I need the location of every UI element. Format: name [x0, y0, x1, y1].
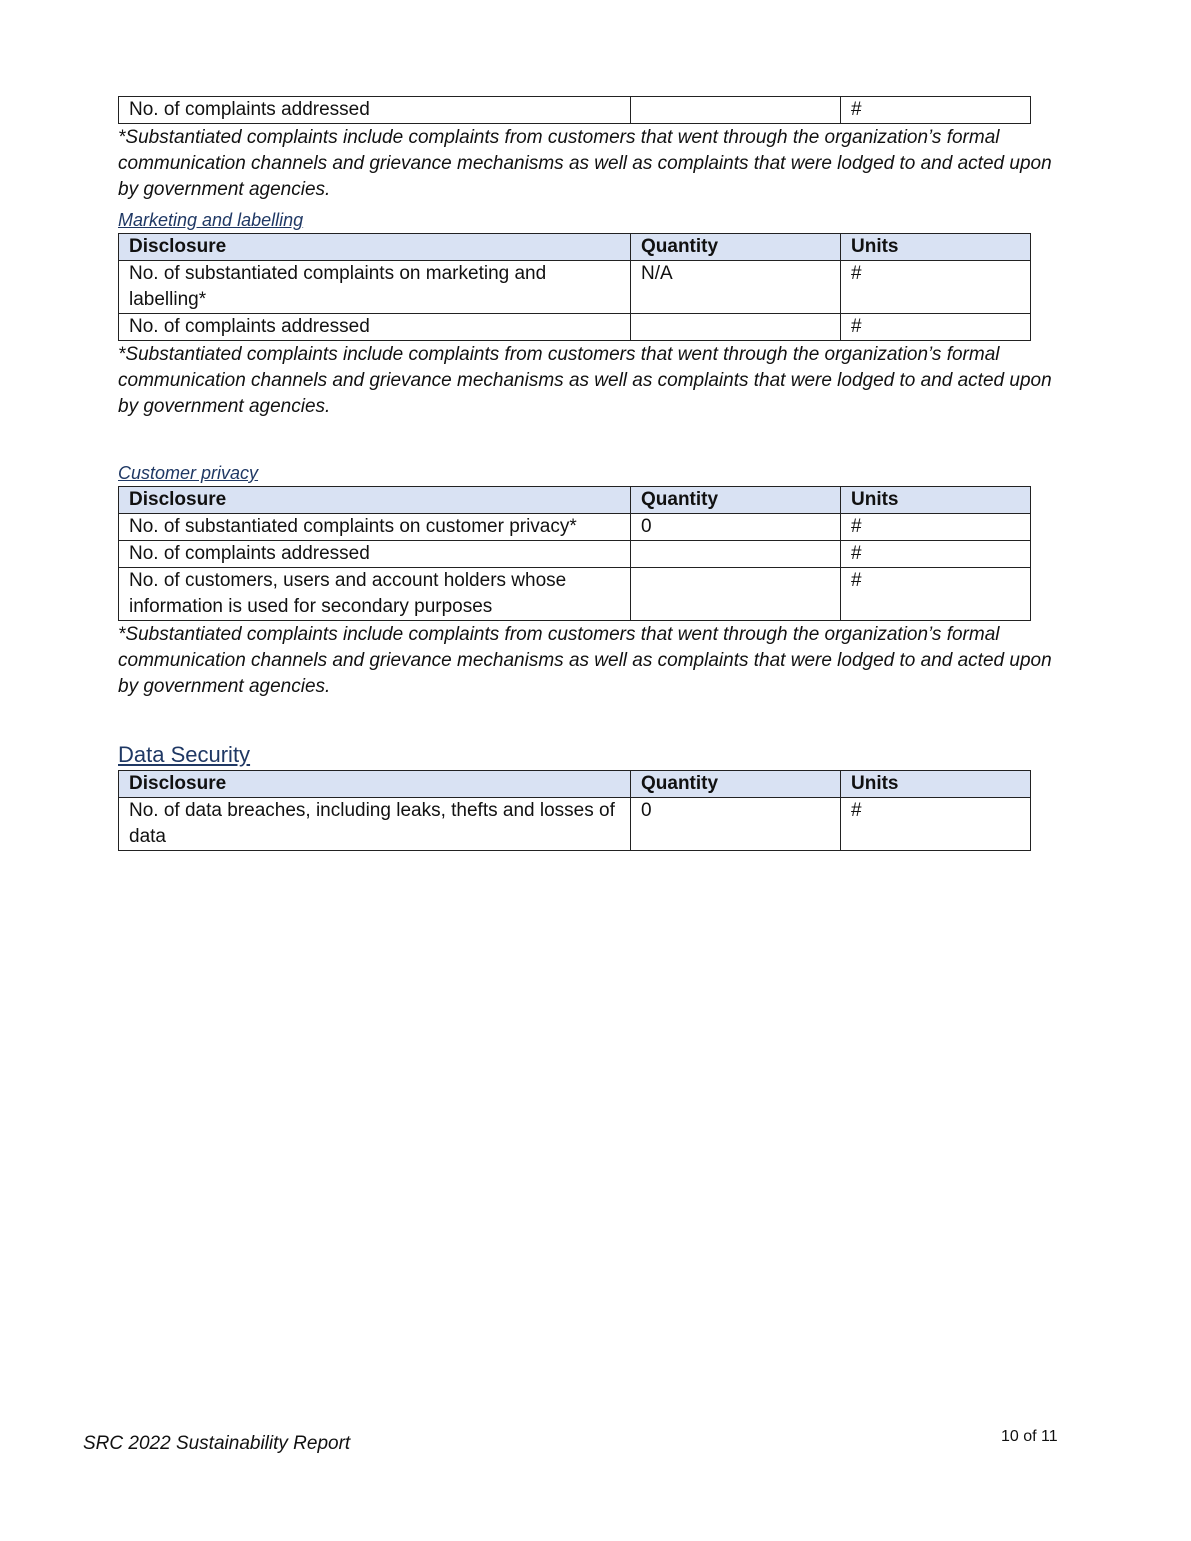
quantity-cell: N/A — [631, 261, 841, 314]
disclosure-cell: No. of data breaches, including leaks, thefts and losses of data — [119, 798, 631, 851]
header-units: Units — [841, 234, 1031, 261]
footer-page-number: 10 of 11 — [1001, 1428, 1058, 1445]
footnote: *Substantiated complaints include complaints from customers that went through the organization’s formal communication channels and grievance mechanisms as well as complaints that were lodged to and acted upon by government agencies. — [118, 127, 1052, 200]
data-security-table — [118, 770, 1031, 851]
table-header-row — [119, 771, 1031, 798]
complaints-table-continued — [118, 96, 1031, 124]
section-heading-marketing: Marketing and labelling — [118, 210, 304, 230]
units-cell: # — [841, 541, 1031, 568]
disclosure-cell: No. of substantiated complaints on marketing and labelling* — [119, 261, 631, 314]
quantity-cell: 0 — [631, 514, 841, 541]
quantity-cell — [631, 568, 841, 621]
footer-report-title: SRC 2022 Sustainability Report — [83, 1433, 351, 1454]
header-disclosure: Disclosure — [119, 234, 631, 261]
table-row — [119, 261, 1031, 314]
disclosure-cell: No. of complaints addressed — [119, 314, 631, 341]
footnote: *Substantiated complaints include complaints from customers that went through the organization’s formal communication channels and grievance mechanisms as well as complaints that were lodged to and acted upon by government agencies. — [118, 344, 1052, 417]
quantity-cell — [631, 314, 841, 341]
disclosure-cell: No. of complaints addressed — [119, 541, 631, 568]
disclosure-cell: No. of customers, users and account holders whose information is used for secondary purposes — [119, 568, 631, 621]
disclosure-cell: No. of complaints addressed — [119, 97, 631, 124]
marketing-table — [118, 233, 1031, 341]
header-quantity: Quantity — [631, 487, 841, 514]
table-header-row — [119, 487, 1031, 514]
section-heading-privacy: Customer privacy — [118, 463, 259, 483]
header-disclosure: Disclosure — [119, 771, 631, 798]
units-cell: # — [841, 261, 1031, 314]
table-row — [119, 314, 1031, 341]
table-row — [119, 541, 1031, 568]
header-units: Units — [841, 487, 1031, 514]
units-cell: # — [841, 514, 1031, 541]
units-cell: # — [841, 97, 1031, 124]
header-disclosure: Disclosure — [119, 487, 631, 514]
footnote: *Substantiated complaints include complaints from customers that went through the organization’s formal communication channels and grievance mechanisms as well as complaints that were lodged to and acted upon by government agencies. — [118, 624, 1052, 697]
quantity-cell — [631, 97, 841, 124]
units-cell: # — [841, 314, 1031, 341]
table-row — [119, 514, 1031, 541]
table-row — [119, 97, 1031, 124]
header-units: Units — [841, 771, 1031, 798]
privacy-table — [118, 486, 1031, 621]
quantity-cell — [631, 541, 841, 568]
header-quantity: Quantity — [631, 771, 841, 798]
units-cell: # — [841, 568, 1031, 621]
units-cell: # — [841, 798, 1031, 851]
table-header-row — [119, 234, 1031, 261]
section-heading-data-security: Data Security — [118, 742, 251, 767]
table-row — [119, 568, 1031, 621]
header-quantity: Quantity — [631, 234, 841, 261]
table-row — [119, 798, 1031, 851]
disclosure-cell: No. of substantiated complaints on customer privacy* — [119, 514, 631, 541]
quantity-cell: 0 — [631, 798, 841, 851]
